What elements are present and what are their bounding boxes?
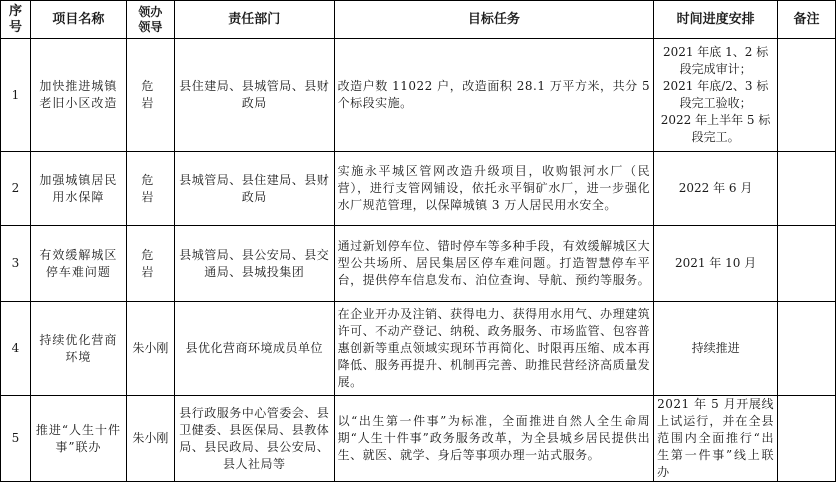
row-seq: 4 bbox=[1, 302, 31, 396]
row-task: 在企业开办及注销、获得电力、获得用水用气、办理建筑许可、不动产登记、纳税、政务服务、市场监管、包容普惠创新等重点领域实现环节再简化、时限再压缩、成本再降低、服务再提升、机制再完善、助推民营经济高质量发展。 bbox=[334, 302, 654, 396]
header-seq: 序号 bbox=[1, 1, 31, 39]
row-dept: 县行政服务中心管委会、县卫健委、县医保局、县教体局、县民政局、县公安局、县人社局等 bbox=[174, 396, 334, 482]
row-name: 有效缓解城区停车难问题 bbox=[30, 226, 126, 302]
header-leader-line1: 领办 bbox=[138, 4, 163, 19]
header-name: 项目名称 bbox=[30, 1, 126, 39]
row-seq: 5 bbox=[1, 396, 31, 482]
row-dept: 县住建局、县城管局、县财政局 bbox=[174, 39, 334, 152]
table-row bbox=[1, 226, 836, 302]
row-schedule: 持续推进 bbox=[654, 302, 778, 396]
header-row bbox=[1, 1, 836, 39]
header-dept: 责任部门 bbox=[174, 1, 334, 39]
row-note bbox=[778, 302, 836, 396]
row-seq: 3 bbox=[1, 226, 31, 302]
schedule-line: 2021 年底 1、2 标段完成审计； bbox=[662, 45, 769, 76]
row-leader: 朱小刚 bbox=[126, 302, 174, 396]
row-dept: 县城管局、县住建局、县财政局 bbox=[174, 152, 334, 226]
row-leader: 危 岩 bbox=[126, 39, 174, 152]
row-leader: 朱小刚 bbox=[126, 396, 174, 482]
row-schedule: 2021 年 5 月开展线上试运行，并在全县范围内全面推行“出生第一件事”线上联办 bbox=[654, 396, 778, 482]
row-schedule: 2022 年 6 月 bbox=[654, 152, 778, 226]
schedule-line: 2022 年上半年 5 标段完工。 bbox=[660, 113, 771, 144]
schedule-line: 2021 年底/2、3 标段完工验收； bbox=[662, 79, 769, 110]
header-note: 备注 bbox=[778, 1, 836, 39]
row-task: 通过新划停车位、错时停车等多种手段，有效缓解城区大型公共场所、居民集居区停车难问题。打造智慧停车平台，提供停车信息发布、泊位查询、导航、预约等服务。 bbox=[334, 226, 654, 302]
row-schedule bbox=[654, 39, 778, 152]
row-note bbox=[778, 152, 836, 226]
table-row bbox=[1, 302, 836, 396]
table-row bbox=[1, 39, 836, 152]
header-schedule: 时间进度安排 bbox=[654, 1, 778, 39]
row-name: 推进“人生十件事”联办 bbox=[30, 396, 126, 482]
header-task: 目标任务 bbox=[334, 1, 654, 39]
row-seq: 1 bbox=[1, 39, 31, 152]
row-task: 实施永平城区管网改造升级项目，收购银河水厂（民营），进行支管网铺设，依托永平铜矿水厂，进一步强化水厂规范管理，以保障城镇 3 万人居民用水安全。 bbox=[334, 152, 654, 226]
row-name: 持续优化营商环境 bbox=[30, 302, 126, 396]
row-leader: 危 岩 bbox=[126, 152, 174, 226]
row-dept: 县优化营商环境成员单位 bbox=[174, 302, 334, 396]
row-task: 改造户数 11022 户，改造面积 28.1 万平方米，共分 5 个标段实施。 bbox=[334, 39, 654, 152]
row-name: 加强城镇居民用水保障 bbox=[30, 152, 126, 226]
row-schedule: 2021 年 10 月 bbox=[654, 226, 778, 302]
row-task: 以“出生第一件事”为标准，全面推进自然人全生命周期“人生十件事”政务服务改革，为全县城乡居民提供出生、就医、就学、身后等事项办理一站式服务。 bbox=[334, 396, 654, 482]
header-leader-line2: 领导 bbox=[138, 19, 163, 34]
row-dept: 县城管局、县公安局、县交通局、县城投集团 bbox=[174, 226, 334, 302]
header-leader bbox=[126, 1, 174, 39]
row-note bbox=[778, 39, 836, 152]
row-seq: 2 bbox=[1, 152, 31, 226]
table-row bbox=[1, 152, 836, 226]
row-name: 加快推进城镇老旧小区改造 bbox=[30, 39, 126, 152]
row-leader: 危 岩 bbox=[126, 226, 174, 302]
row-note bbox=[778, 226, 836, 302]
